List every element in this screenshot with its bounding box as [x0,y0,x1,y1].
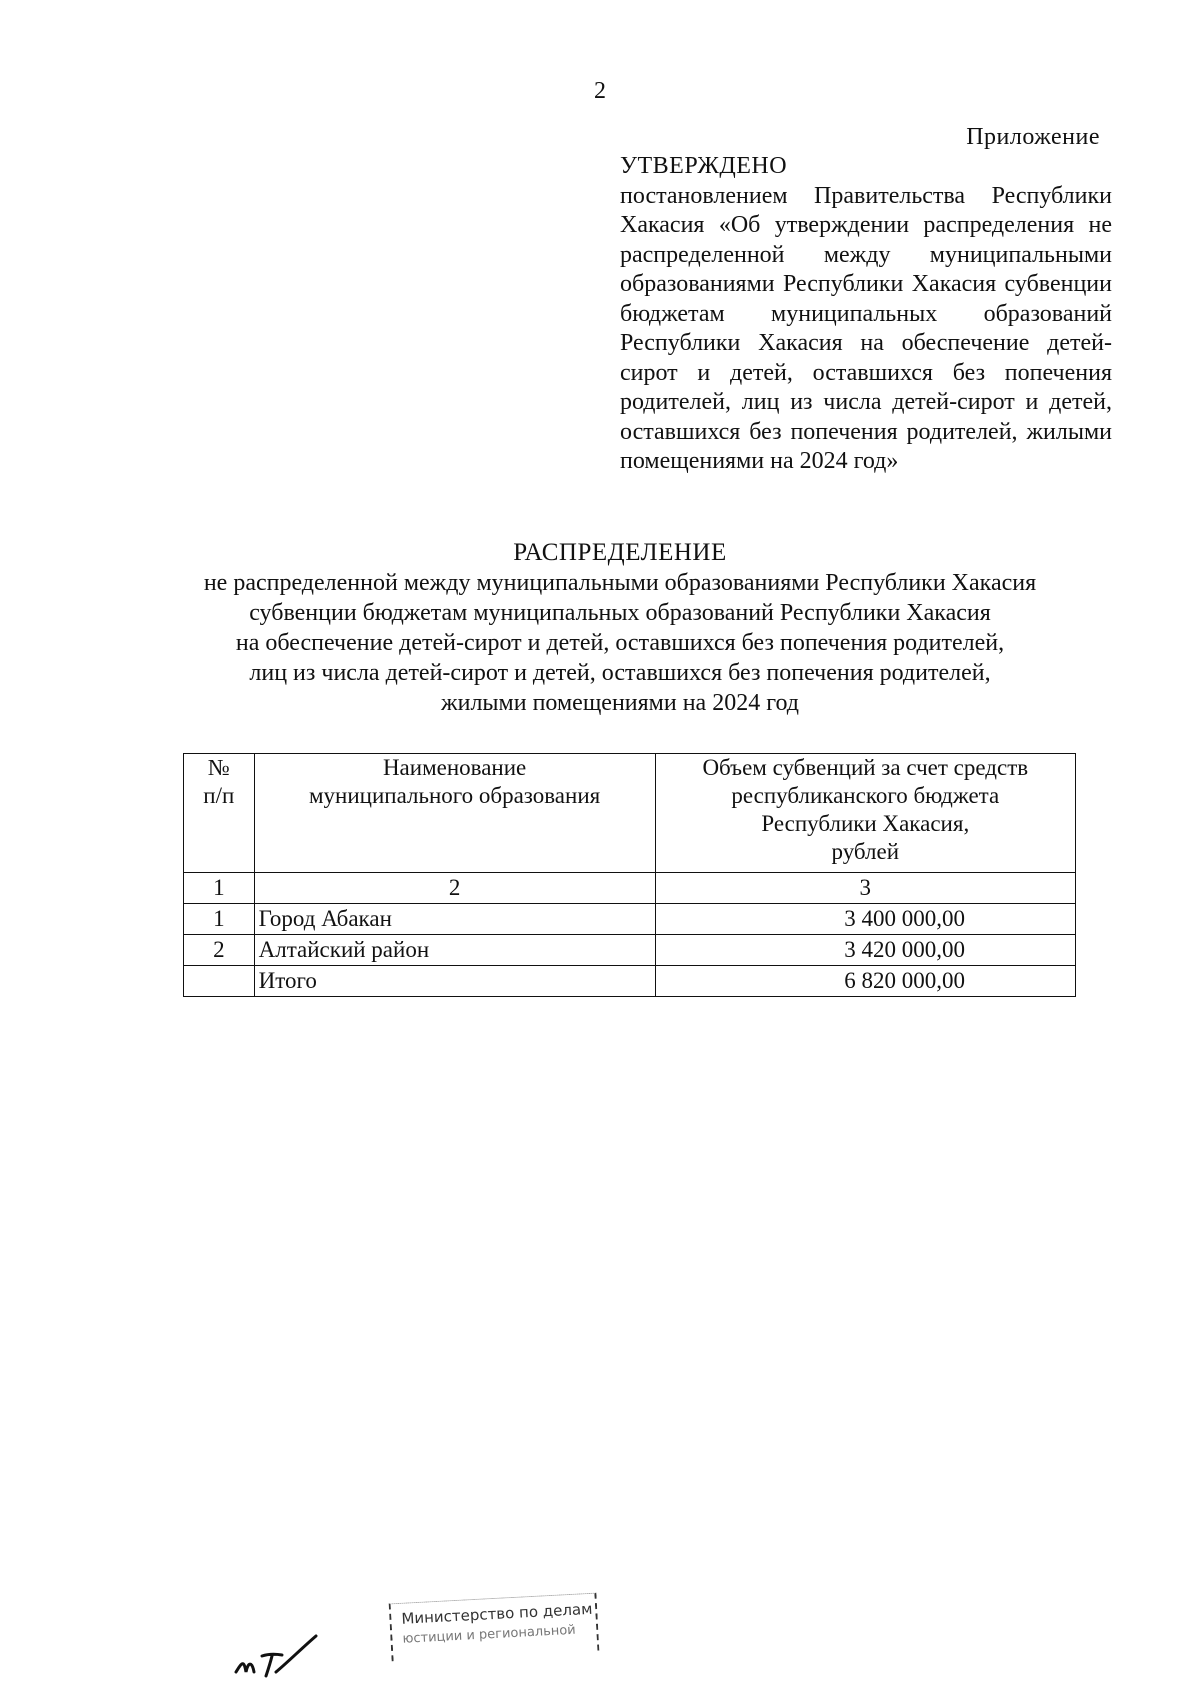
distribution-subtitle-line: субвенции бюджетам муниципальных образований Республики Хакасия [249,600,991,626]
row-number-cell: 1 [184,904,255,935]
column-number-cell: 3 [655,873,1075,904]
row-amount-cell: 3 420 000,00 [655,935,1075,966]
total-label-cell: Итого [254,966,655,997]
header-number-line: № [207,755,230,780]
appendix-label: Приложение [966,124,1100,150]
approval-text: постановлением Правительства Республики Хакасия «Об утверждении распределения не распределенной между муниципальными образованиями Республики Хакасия субвенции бюджетам муниципальных образований Республики Хакасия на обеспечение детей-сирот и детей, оставшихся без попечения родителей, лиц из числа детей-сирот и детей, оставшихся без попечения родителей, жилыми помещениями на 2024 год» [620,182,1112,474]
distribution-heading [150,538,1090,718]
header-name-cell [254,754,655,873]
distribution-subtitle-line: лиц из числа детей-сирот и детей, оставшихся без попечения родителей, [249,660,991,686]
column-number-cell: 1 [184,873,255,904]
distribution-subtitle-line: не распределенной между муниципальными образованиями Республики Хакасия [203,570,1037,596]
signature-icon [232,1632,322,1680]
header-number-cell [184,754,255,873]
header-amount-line: республиканского бюджета [731,783,1000,808]
total-amount-cell: 6 820 000,00 [655,966,1075,997]
header-name-line: Наименование [382,755,527,780]
header-amount-cell [655,754,1075,873]
column-number-row [184,873,1076,904]
approved-heading: УТВЕРЖДЕНО [620,153,788,179]
table-row [184,935,1076,966]
total-number-cell [184,966,255,997]
row-name-cell: Алтайский район [254,935,655,966]
row-amount-cell: 3 400 000,00 [655,904,1075,935]
distribution-title: РАСПРЕДЕЛЕНИЕ [513,539,727,566]
header-number-line: п/п [203,783,235,808]
header-amount-line: Объем субвенций за счет средств [702,755,1029,780]
header-name-line: муниципального образования [308,783,601,808]
approval-block [620,152,1112,477]
row-number-cell: 2 [184,935,255,966]
column-number-cell: 2 [254,873,655,904]
header-amount-line: Республики Хакасия, [761,811,970,836]
stamp-line: Министерство по делам [400,1599,593,1628]
total-row [184,966,1076,997]
table-row [184,904,1076,935]
allocation-table [183,753,1076,997]
stamp-line: юстиции и региональной [402,1622,577,1647]
distribution-subtitle-line: жилыми помещениями на 2024 год [441,690,799,716]
table-header-row [184,754,1076,873]
ministry-stamp [389,1593,600,1662]
row-name-cell: Город Абакан [254,904,655,935]
header-amount-line: рублей [831,839,900,864]
page-number: 2 [594,78,606,104]
distribution-subtitle-line: на обеспечение детей-сирот и детей, оставшихся без попечения родителей, [235,630,1005,656]
